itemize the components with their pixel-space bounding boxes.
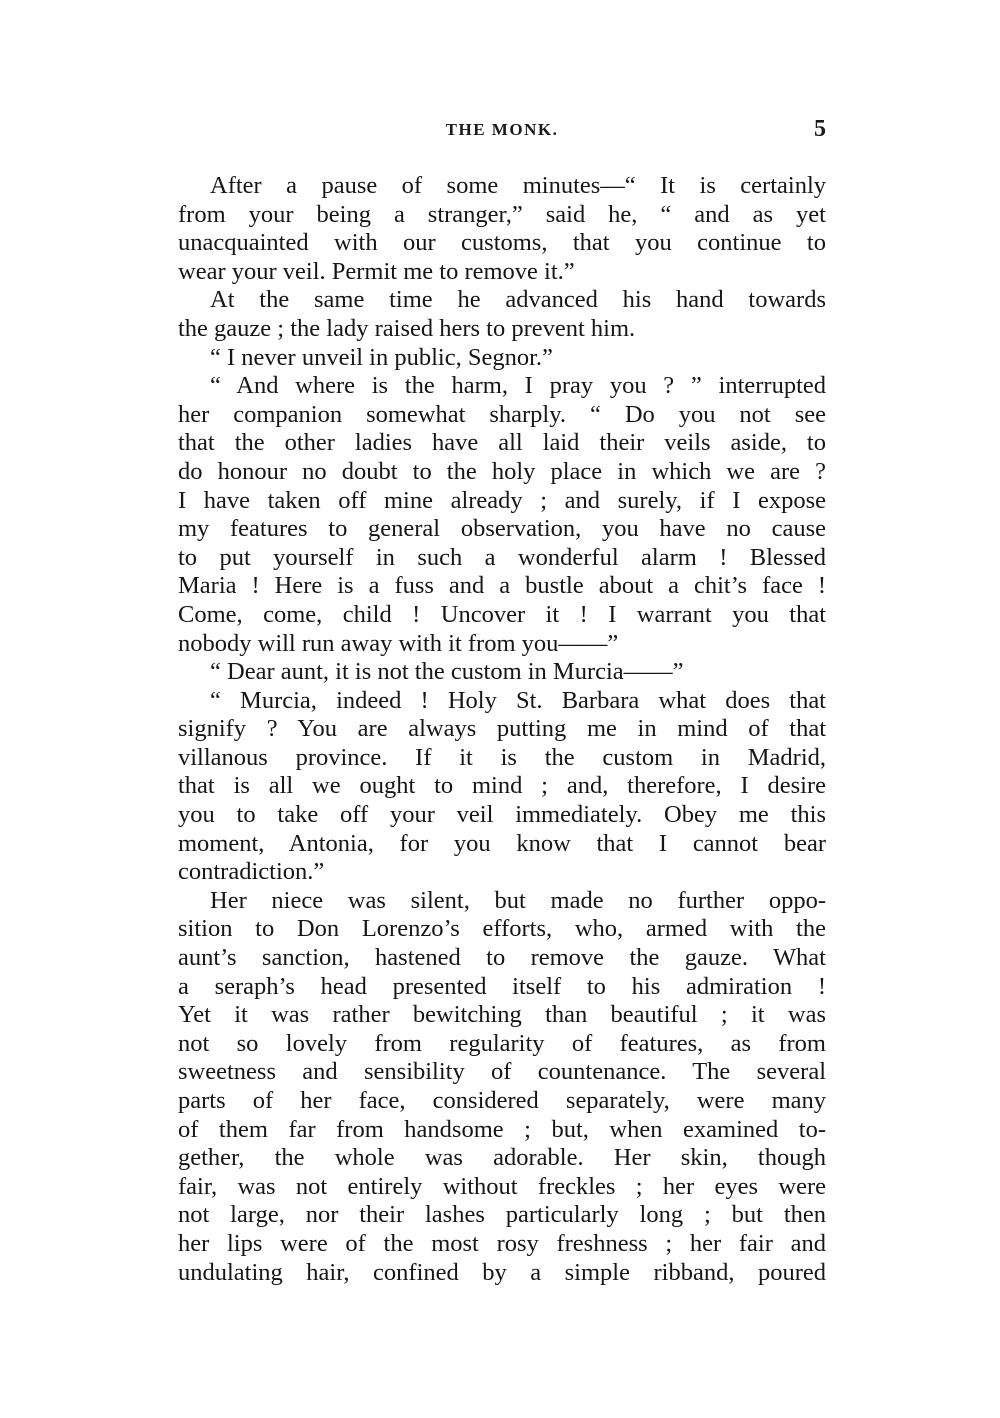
text-line: you to take off your veil immediately. Obey me this <box>178 801 826 829</box>
text-line: her companion somewhat sharply. “ Do you not see <box>178 400 826 428</box>
text-line: the gauze ; the lady raised hers to prevent him. <box>178 314 636 342</box>
text-line: parts of her face, considered separately, were many <box>178 1087 826 1114</box>
text-line: Her niece was silent, but made no further oppo- <box>210 886 826 914</box>
text-line: unacquainted with our customs, that you continue to <box>178 229 826 257</box>
text-line: nobody will run away with it from you——” <box>178 629 619 657</box>
text-line: to put yourself in such a wonderful alarm ! Blessed <box>178 543 826 571</box>
text-line: wear your veil. Permit me to remove it.” <box>178 257 575 285</box>
text-line: fair, was not entirely without freckles ; her eyes were <box>178 1172 826 1200</box>
text-line: sition to Don Lorenzo’s efforts, who, armed with the <box>178 915 826 943</box>
text-line: not large, nor their lashes particularly long ; but then <box>178 1201 826 1229</box>
text-line: undulating hair, confined by a simple ribband, poured <box>178 1258 826 1286</box>
text-line: signify ? You are always putting me in mind of that <box>178 715 826 743</box>
text-line: aunt’s sanction, hastened to remove the gauze. What <box>178 944 826 972</box>
text-line: moment, Antonia, for you know that I cannot bear <box>178 829 826 857</box>
text-line: from your being a stranger,” said he, “ and as yet <box>178 200 826 228</box>
text-line: my features to general observation, you have no cause <box>178 515 826 543</box>
page-header <box>178 116 826 146</box>
text-line: At the same time he advanced his hand towards <box>210 286 826 314</box>
text-line: her lips were of the most rosy freshness ; her fair and <box>178 1229 826 1257</box>
text-line: that the other ladies have all laid their veils aside, to <box>178 429 826 457</box>
running-title: THE MONK. <box>445 120 559 139</box>
text-line: a seraph’s head presented itself to his admiration ! <box>178 972 826 1000</box>
text-line: that is all we ought to mind ; and, therefore, I desire <box>178 772 826 800</box>
text-line: “ I never unveil in public, Segnor.” <box>210 343 553 371</box>
text-line: “ And where is the harm, I pray you ? ” interrupted <box>210 372 826 400</box>
body-text <box>178 172 826 1287</box>
text-line: contradiction.” <box>178 858 325 886</box>
text-line: of them far from handsome ; but, when examined to- <box>178 1115 826 1143</box>
text-line: Come, come, child ! Uncover it ! I warrant you that <box>178 600 826 628</box>
text-line: Yet it was rather bewitching than beautiful ; it was <box>178 1001 826 1029</box>
text-line: After a pause of some minutes—“ It is certainly <box>210 172 826 199</box>
text-line: sweetness and sensibility of countenance. The several <box>178 1058 826 1086</box>
text-line: villanous province. If it is the custom in Madrid, <box>178 743 826 771</box>
text-line: not so lovely from regularity of features, as from <box>178 1029 826 1057</box>
text-line: “ Murcia, indeed ! Holy St. Barbara what does that <box>210 686 826 714</box>
text-line: “ Dear aunt, it is not the custom in Murcia——” <box>210 658 684 686</box>
text-line: I have taken off mine already ; and surely, if I expose <box>178 486 826 514</box>
text-line: Maria ! Here is a fuss and a bustle about a chit’s face ! <box>178 572 826 600</box>
page-number: 5 <box>814 116 826 142</box>
text-line: gether, the whole was adorable. Her skin, though <box>178 1144 826 1172</box>
text-line: do honour no doubt to the holy place in which we are ? <box>178 457 826 485</box>
